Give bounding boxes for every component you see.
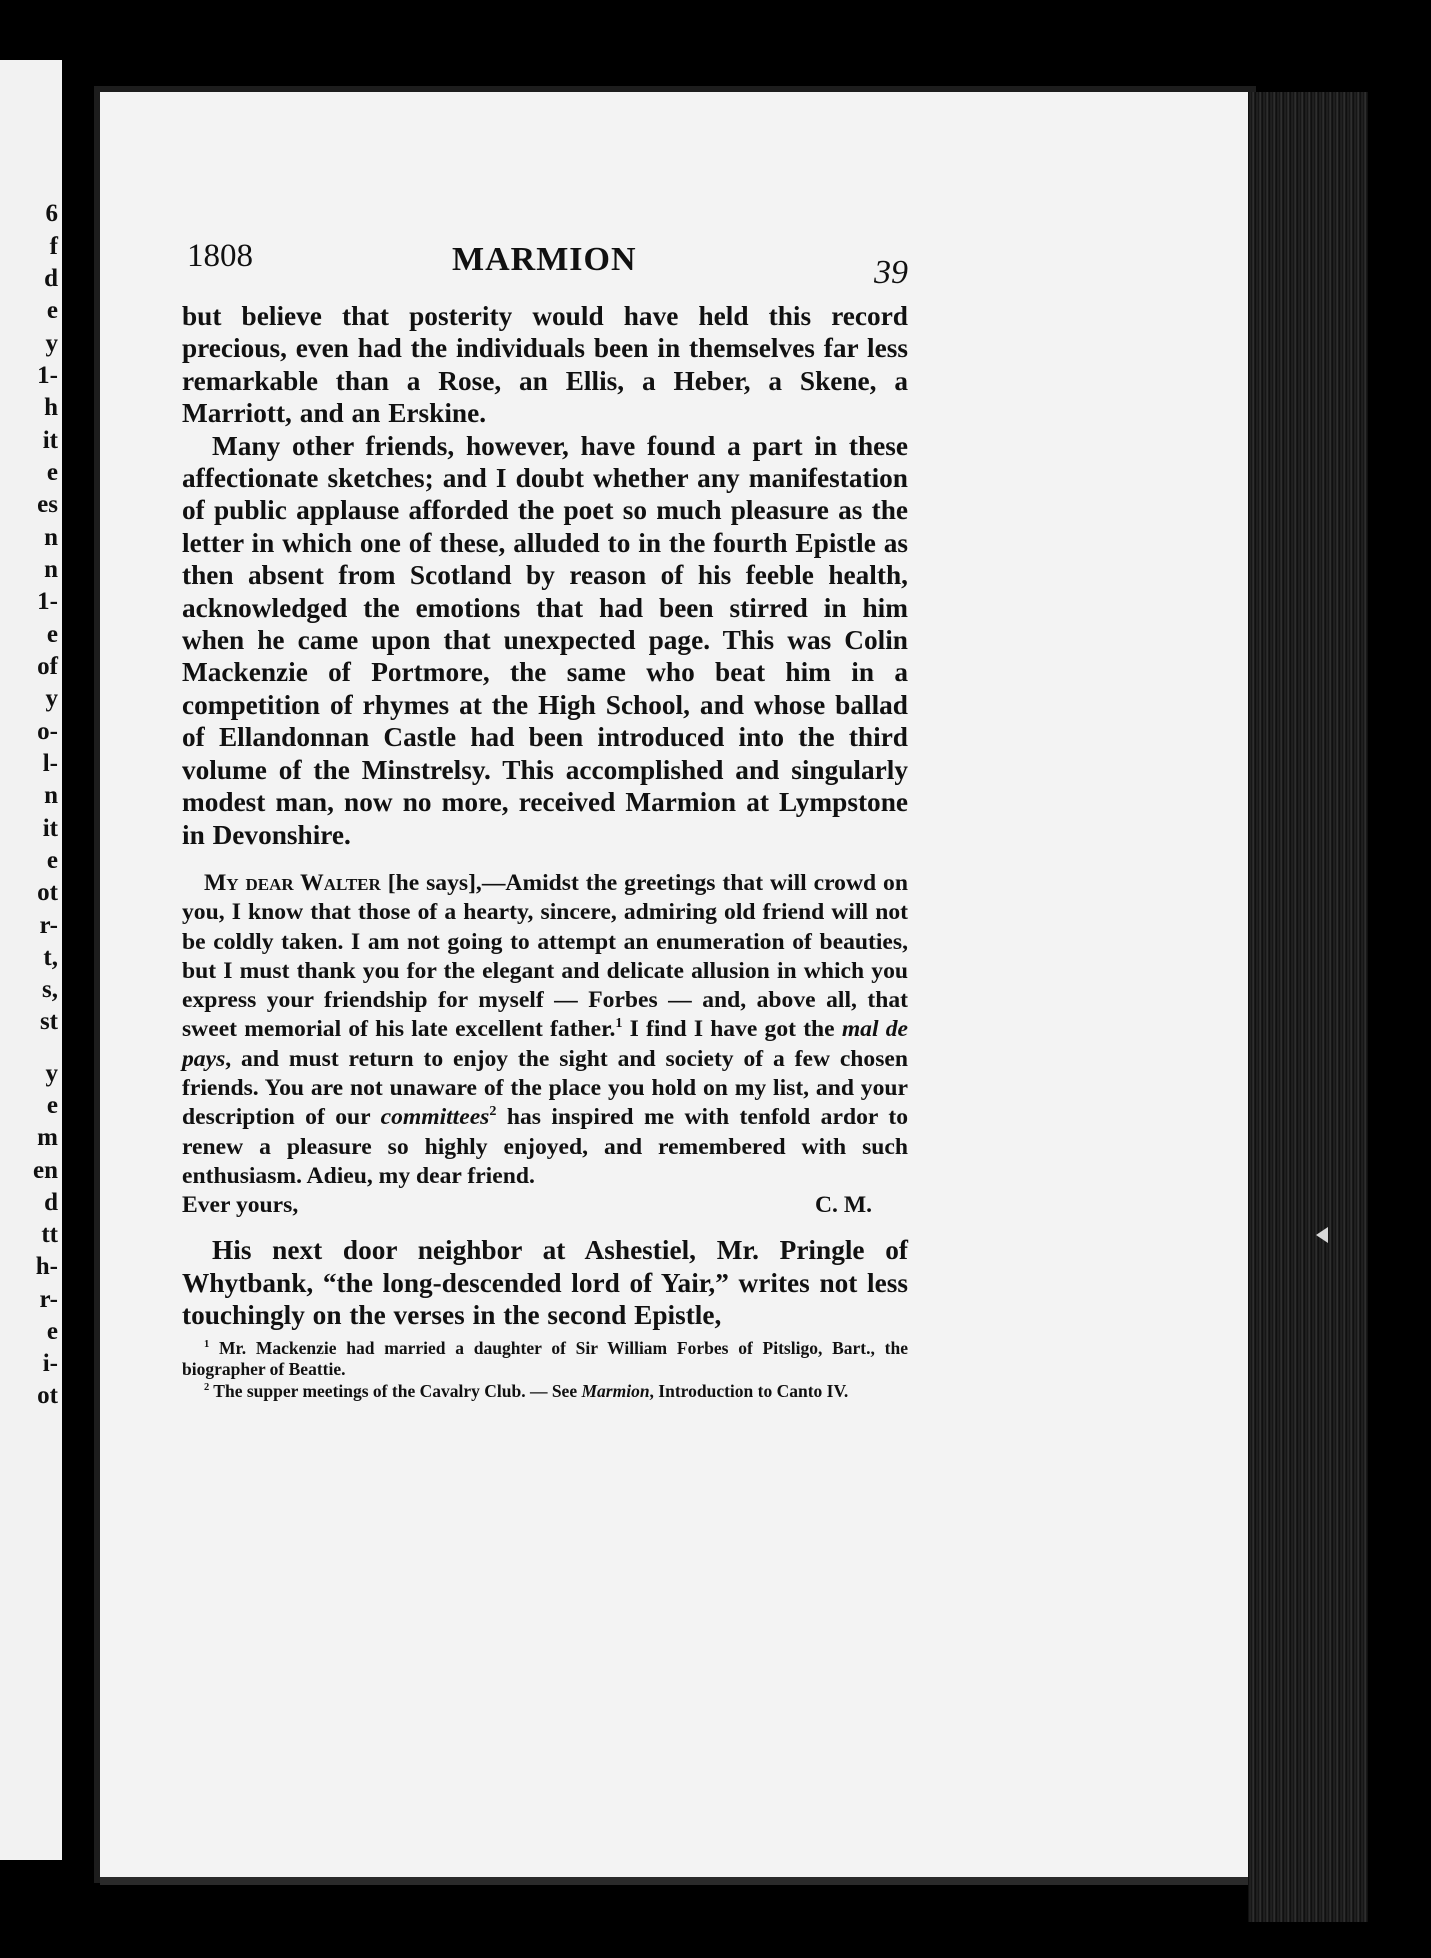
- left-page-fragment: of: [37, 653, 58, 680]
- left-page-fragment: 1-: [37, 362, 58, 389]
- left-page-fragment: ot: [37, 879, 58, 906]
- footnote-2-text: The supper meetings of the Cavalry Club. — See: [209, 1381, 582, 1402]
- left-page-fragment: e: [46, 297, 58, 324]
- left-page-fragment: o-: [37, 718, 58, 745]
- page-edges-stack: [1248, 92, 1368, 1922]
- left-page-fragment: r-: [39, 912, 58, 939]
- left-page-fragment: l-: [42, 750, 58, 777]
- left-page-fragment: s,: [42, 976, 58, 1003]
- left-page-fragment: en: [33, 1157, 58, 1184]
- quoted-letter: [182, 869, 908, 1221]
- footnote-2: [182, 1381, 908, 1403]
- left-page-fragment: n: [44, 556, 58, 583]
- page-text: [182, 238, 908, 1403]
- left-page-fragment: d: [44, 265, 58, 292]
- letter-signature: C. M.: [814, 1192, 872, 1219]
- paragraph-1: but believe that posterity would have held this record precious, even had the individuals been in themselves far less remarkable than a Rose, an Ellis, a Heber, a Skene, a Marriott, and an Erskine.: [182, 301, 908, 429]
- left-page-fragment: y: [45, 1060, 58, 1087]
- left-page-fragment: e: [46, 459, 58, 486]
- header-title: MARMION: [452, 241, 637, 278]
- left-page-fragment: y: [45, 330, 58, 357]
- left-page-fragment: tt: [41, 1221, 58, 1248]
- left-page-fragment: h-: [35, 1253, 58, 1280]
- left-page-fragment: f: [49, 233, 58, 260]
- footnote-ref-1: 1: [615, 1015, 623, 1032]
- footnote-1-text: Mr. Mackenzie had married a daughter of Sir William Forbes of Pitsligo, Bart., the biographer of Beattie.: [182, 1337, 908, 1380]
- footnote-1: [182, 1338, 908, 1382]
- left-page-fragment: e: [46, 1092, 58, 1119]
- left-page-fragment: it: [42, 815, 58, 842]
- letter-text-4: has inspired me with tenfold ardor to renew a pleasure so highly enjoyed, and remembered with such enthusiasm. Adieu, my dear friend.: [182, 1104, 908, 1189]
- left-page-fragment: n: [44, 524, 58, 551]
- left-page-fragment: e: [46, 847, 58, 874]
- left-page-fragment: n: [44, 782, 58, 809]
- left-page-fragment: 1-: [37, 588, 58, 615]
- footnote-ref-2: 2: [489, 1103, 497, 1120]
- left-page-fragment: es: [37, 491, 58, 518]
- left-page-fragment: h: [44, 394, 58, 421]
- left-page-fragment: t,: [43, 944, 58, 971]
- left-page-fragment: i-: [42, 1350, 58, 1377]
- left-page-fragment: r-: [39, 1286, 58, 1313]
- left-page-fragment: e: [46, 1318, 58, 1345]
- letter-text-2: I find I have got the: [622, 1016, 842, 1043]
- left-page-fragment: it: [42, 427, 58, 454]
- paragraph-3: His next door neighbor at Ashestiel, Mr. Pringle of Whytbank, “the long-descended lord of Yair,” writes not less touchingly on the verses in the second Epistle,: [182, 1235, 908, 1331]
- footnotes: [182, 1338, 908, 1403]
- paragraph-2: Many other friends, however, have found a part in these affectionate sketches; and I doubt whether any manifestation of public applause afforded the poet so much pleasure as the letter in which one of these, alluded to in the fourth Epistle as then absent from Scotland by reason of his feeble health, acknowledged the emotions that had been stirred in him when he came upon that unexpected page. This was Colin Mackenzie of Portmore, the same who beat him in a competition of rhymes at the High School, and whose ballad of Ellandonnan Castle had been introduced into the third volume of the Minstrelsy. This accomplished and singularly modest man, now no more, received Marmion at Lympstone in Devonshire.: [182, 430, 908, 850]
- page-number: 39: [874, 254, 908, 291]
- letter-text-3: , and must return to enjoy the sight and society of a few chosen friends. You are not unaware of the place you hold on my list, and your description of our: [182, 1045, 908, 1131]
- letter-italic-2: committees: [380, 1104, 490, 1131]
- footnote-2-italic: Marmion: [581, 1381, 650, 1402]
- left-page-fragment: y: [45, 685, 58, 712]
- footnote-2-mark: 2: [204, 1382, 210, 1394]
- header-year: 1808: [187, 238, 253, 274]
- page-marker-arrow-icon: [1316, 1227, 1328, 1243]
- page-bottom-edge: [100, 1877, 1250, 1885]
- letter-salutation: My dear Walter: [204, 869, 381, 896]
- facing-page-edge: [0, 60, 62, 1860]
- left-page-fragment: ot: [37, 1382, 58, 1409]
- footnote-2-text-end: , Introduction to Canto IV.: [649, 1381, 849, 1402]
- left-page-fragment: d: [44, 1189, 58, 1216]
- left-page-fragment: m: [37, 1124, 58, 1151]
- running-header: [182, 238, 908, 300]
- letter-italic-1: mal de pays: [182, 1016, 908, 1072]
- left-page-fragment: st: [39, 1008, 58, 1035]
- letter-text-1: [he says],—Amidst the greetings that will crowd on you, I know that those of a hearty, sincere, admiring old friend will not be coldly taken. I am not going to attempt an enumeration of beauties, but I must thank you for the elegant and delicate allusion in which you express your friendship for myself — Forbes — and, above all, that sweet memorial of his late excellent father.: [182, 869, 908, 1043]
- left-page-fragment: e: [46, 621, 58, 648]
- footnote-1-mark: 1: [204, 1338, 210, 1350]
- left-page-fragment: 6: [45, 200, 58, 227]
- letter-closing: Ever yours,: [182, 1192, 299, 1219]
